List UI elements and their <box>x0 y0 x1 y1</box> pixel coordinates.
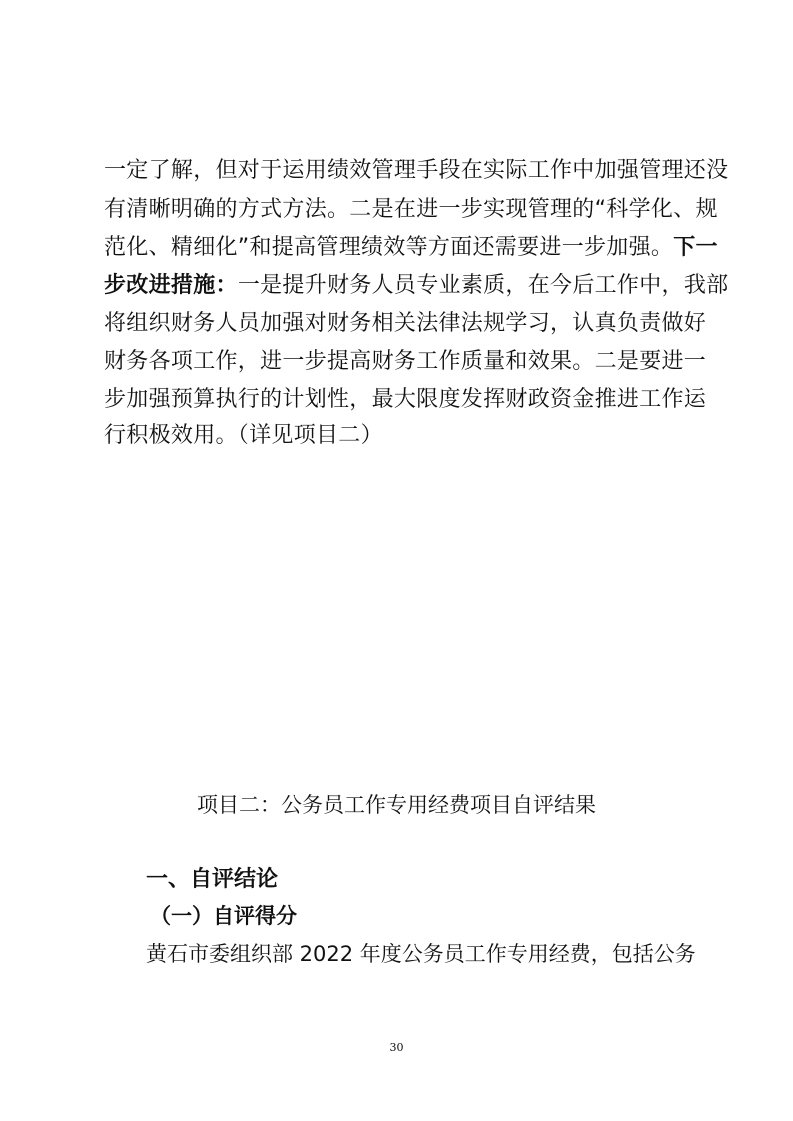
paragraph-line-3 <box>104 233 718 263</box>
next-steps-label-end: 步改进措施： <box>104 273 238 298</box>
section-heading: 一、自评结论 <box>146 867 279 892</box>
subsection-heading: （一）自评得分 <box>150 904 297 928</box>
paragraph-line-5: 将组织财务人员加强对财务相关法律法规学习，认真负责做好 <box>104 311 707 336</box>
paragraph-line-8: 行积极效用。（详见项目二） <box>104 423 383 448</box>
paragraph-line-7: 步加强预算执行的计划性，最大限度发挥财政资金推进工作运 <box>104 387 707 412</box>
paragraph-line-6: 财务各项工作，进一步提高财务工作质量和效果。二是要进一 <box>104 349 707 374</box>
page-number: 30 <box>389 1041 404 1054</box>
paragraph-line-3-text: 范化、精细化”和提高管理绩效等方面还需要进一步加强。 <box>104 235 674 260</box>
project-title: 项目二：公务员工作专用经费项目自评结果 <box>197 793 596 817</box>
paragraph-line-1: 一定了解，但对于运用绩效管理手段在实际工作中加强管理还没 <box>104 158 729 183</box>
paragraph-line-4-text: 一是提升财务人员专业素质，在今后工作中，我部 <box>237 273 729 298</box>
next-steps-label-start: 下一 <box>673 235 718 260</box>
paragraph-line-2: 有清晰明确的方式方法。二是在进一步实现管理的“科学化、规 <box>104 197 718 222</box>
section-body-line: 黄石市委组织部 2022 年度公务员工作专用经费，包括公务 <box>146 942 696 966</box>
paragraph-line-4 <box>104 271 728 301</box>
